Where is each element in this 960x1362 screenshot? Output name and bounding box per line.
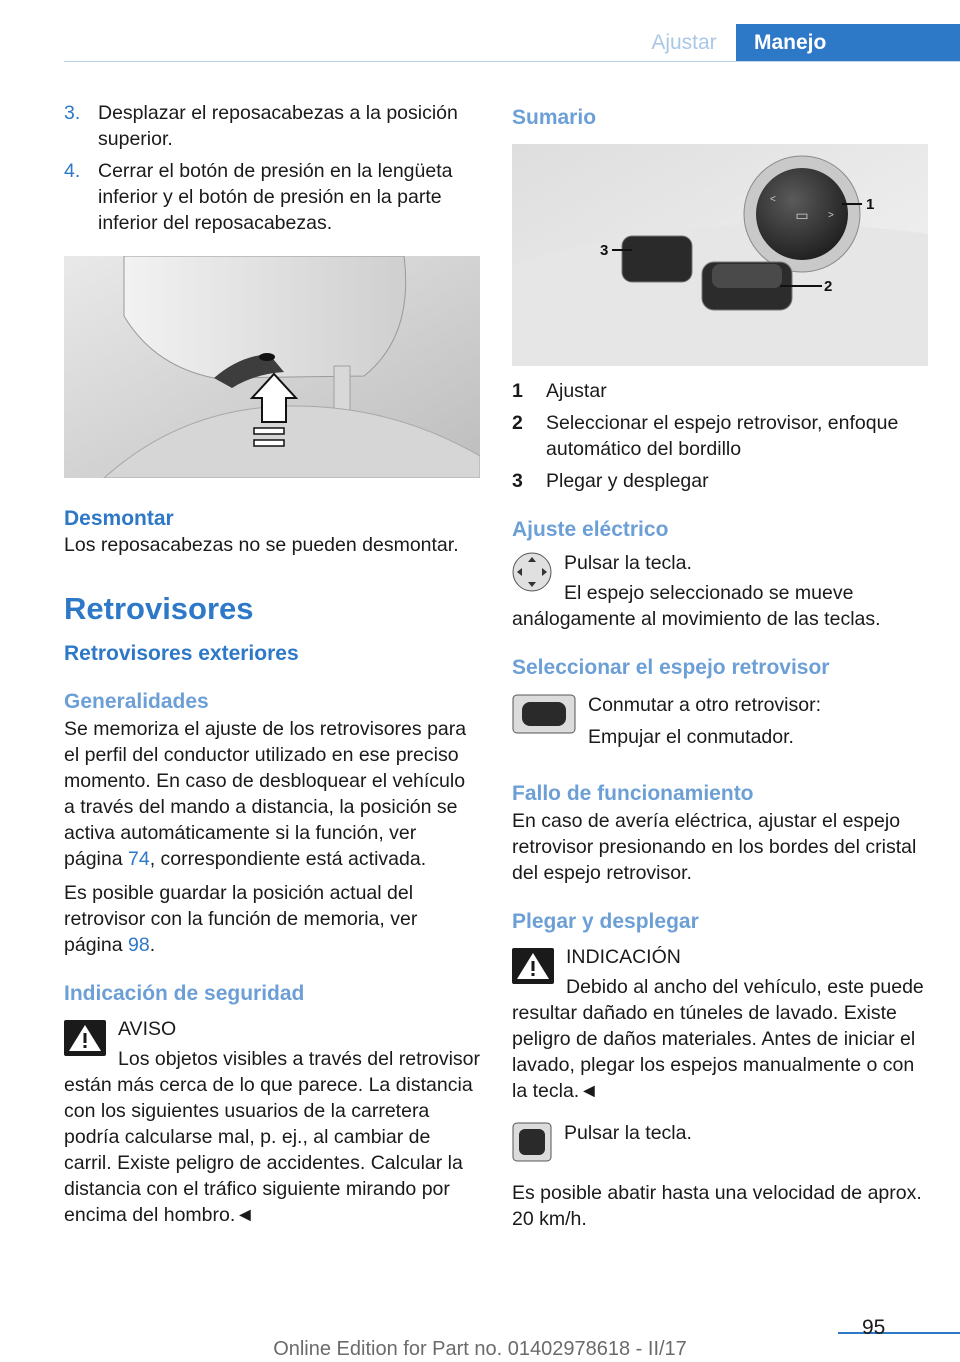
retrovisores-heading: Retrovisores [64,591,254,626]
svg-text:<: < [770,194,776,205]
generalidades-paragraph-2: Es posible guardar la posición actual del retrovisor con la función de memoria, ver página 98. [64,882,418,956]
aviso-label: AVISO [118,1018,177,1040]
seguridad-heading: Indicación de seguridad [64,982,305,1005]
indicacion-block [512,944,928,1104]
four-way-switch-icon [512,552,552,592]
edition-footer: Online Edition for Part no. 01402978618 - II/17 [273,1338,687,1360]
mirror-controls-figure [512,144,928,366]
figure-label-1: 1 [866,196,875,213]
left-column [64,100,480,1236]
page-link-98[interactable]: 98 [127,934,150,956]
aviso-block [64,1016,480,1228]
page-link-74[interactable]: 74 [127,848,150,870]
fallo-text: En caso de avería eléctrica, ajustar el espejo retrovisor presionando en los bordes del cristal del espejo retrovisor. [512,810,917,884]
svg-text:▭: ▭ [795,208,809,224]
aviso-text: Los objetos visibles a través del retrovisor están más cerca de lo que parece. La distancia con los siguientes usuarios de la carretera podría calcularse mal, p. ej., al cambiar de carril. Existe peligro de accidentes. Calcular la distancia con el tráfico siguiente mirando por encima del hombro.◄ [64,1048,480,1226]
plegar-text: Pulsar la tecla. [564,1122,692,1144]
header-rule [64,61,960,62]
headrest-figure [64,256,480,478]
desmontar-text: Los reposacabezas no se pueden desmontar. [64,534,459,556]
list-item: 4. Cerrar el botón de presión en la lengüeta inferior y el botón de presión en la parte inferior del reposacabezas. [64,160,453,234]
list-item: 2 Seleccionar el espejo retrovisor, enfoque automático del bordillo [512,412,899,460]
generalidades-paragraph-1: Se memoriza el ajuste de los retrovisores para el perfil del conductor utilizado en ese preciso momento. En caso de desbloquear el vehículo a través del mando a distancia, la posición se activa automáticamente si la función, ver página 74, correspondiente está activada. [64,718,467,870]
seleccionar-block [512,692,928,750]
right-column [512,104,928,1240]
seleccionar-heading: Seleccionar el espejo retrovisor [512,656,830,679]
mirror-selector-icon [512,694,576,734]
exteriores-heading: Retrovisores exteriores [64,642,299,665]
warning-icon [512,948,554,984]
sumario-heading: Sumario [512,106,597,129]
list-item: 3. Desplazar el reposacabezas a la posición superior. [64,102,458,150]
header-tabs [632,24,960,62]
page-number: 95 [862,1316,886,1339]
plegar-heading: Plegar y desplegar [512,910,699,933]
fold-button-icon [512,1122,552,1162]
indicacion-label: INDICACIÓN [566,946,681,968]
tab-manejo[interactable]: Manejo [736,24,960,62]
footer-rule [838,1332,960,1334]
desmontar-heading: Desmontar [64,507,174,530]
legend-list [512,378,928,494]
figure-label-3: 3 [600,242,609,259]
ajuste-text-2: El espejo seleccionado se mueve análogamente al movimiento de las teclas. [512,582,881,630]
ajuste-heading: Ajuste eléctrico [512,518,669,541]
seleccionar-text-1: Conmutar a otro retrovisor: [588,694,822,716]
ajuste-block [512,550,928,632]
warning-icon [64,1020,106,1056]
svg-text:>: > [828,210,834,221]
steps-list [64,100,480,236]
generalidades-heading: Generalidades [64,690,209,713]
ajuste-text-1: Pulsar la tecla. [564,552,692,574]
tab-ajustar[interactable]: Ajustar [651,31,717,54]
plegar-block [512,1120,928,1146]
fallo-heading: Fallo de funcionamiento [512,782,754,805]
seleccionar-text-2: Empujar el conmutador. [588,726,794,748]
abatir-text: Es posible abatir hasta una velocidad de aprox. 20 km/h. [512,1182,922,1230]
list-item: 3 Plegar y desplegar [512,470,709,492]
indicacion-text: Debido al ancho del vehículo, este puede resultar dañado en túneles de lavado. Existe peligro de daños materiales. Antes de iniciar el lavado, plegar los espejos manualmente o con la tecla.◄ [512,976,924,1102]
list-item: 1 Ajustar [512,380,607,402]
figure-label-2: 2 [824,278,833,295]
